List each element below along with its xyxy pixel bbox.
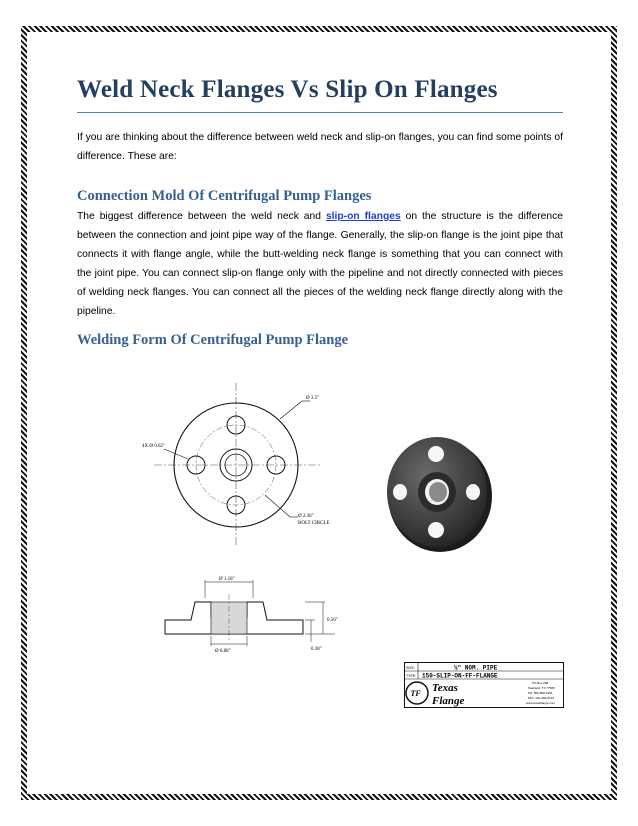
dim-hub-diameter: Ø 1.18" bbox=[219, 577, 235, 582]
texas-flange-logo: TF bbox=[410, 689, 421, 698]
connection-text-end: on the structure is the difference between the connection and joint pipe way of the flange. Generally, the slip-on flange is the joint pipe that connects it with flange angle, while the butt-welding neck flange is something that you can connect with the joint pipe. You can connect slip-on flange only with the pipeline and not directly connected with pieces of welding neck flanges. You can connect all the pieces of the welding neck flange directly along with the pipeline. bbox=[77, 211, 563, 317]
title-block-type-value: 150-SLIP-ON-FF-FLANGE bbox=[422, 672, 498, 680]
page-title: Weld Neck Flanges Vs Slip On Flanges bbox=[77, 76, 498, 103]
address-line: FAX: 281-484-8719 bbox=[528, 696, 555, 700]
title-block-size-value: ½" NOM. PIPE bbox=[454, 664, 498, 672]
flange-front-view-drawing bbox=[140, 375, 350, 550]
title-block-type-label: TYPE: bbox=[406, 674, 417, 678]
dim-bolt-circle-label: BOLT CIRCLE bbox=[298, 521, 330, 526]
drawing-title-block bbox=[404, 662, 564, 708]
brand-name-line1: Texas bbox=[432, 682, 458, 694]
intro-paragraph: If you are thinking about the difference between weld neck and slip-on flanges, you can find some points of difference. These are: bbox=[77, 132, 563, 162]
connection-text-start: The biggest difference between the weld neck and bbox=[77, 211, 326, 222]
dim-hole-diameter: 4X Ø 0.62" bbox=[142, 444, 166, 449]
section-heading-welding: Welding Form Of Centrifugal Pump Flange bbox=[77, 332, 349, 348]
connection-paragraph bbox=[77, 207, 563, 321]
brand-name-line2: Flange bbox=[432, 695, 465, 707]
address-line: Pearland, TX 77588 bbox=[528, 686, 555, 690]
address-line: PH: 800-808-1981 bbox=[528, 691, 553, 695]
address-line: PO Box 288 bbox=[532, 681, 549, 685]
dim-bolt-circle: Ø 2.36" bbox=[298, 514, 314, 519]
dim-overall-height: 0.56" bbox=[327, 618, 338, 623]
flange-3d-rendering bbox=[380, 432, 495, 554]
dim-flange-thickness: 0.38" bbox=[311, 647, 322, 652]
dim-bore-diameter: Ø 0.88" bbox=[215, 649, 231, 654]
title-block-size-label: SIZE: bbox=[406, 666, 415, 670]
address-line: www.texasflange.com bbox=[526, 701, 556, 705]
slip-on-flanges-link[interactable]: slip-on flanges bbox=[325, 211, 401, 222]
section-heading-connection: Connection Mold Of Centrifugal Pump Flanges bbox=[77, 188, 372, 204]
title-underline bbox=[77, 112, 563, 113]
flange-side-view-drawing bbox=[145, 572, 350, 654]
dim-outer-diameter: Ø 3.5" bbox=[306, 396, 320, 401]
